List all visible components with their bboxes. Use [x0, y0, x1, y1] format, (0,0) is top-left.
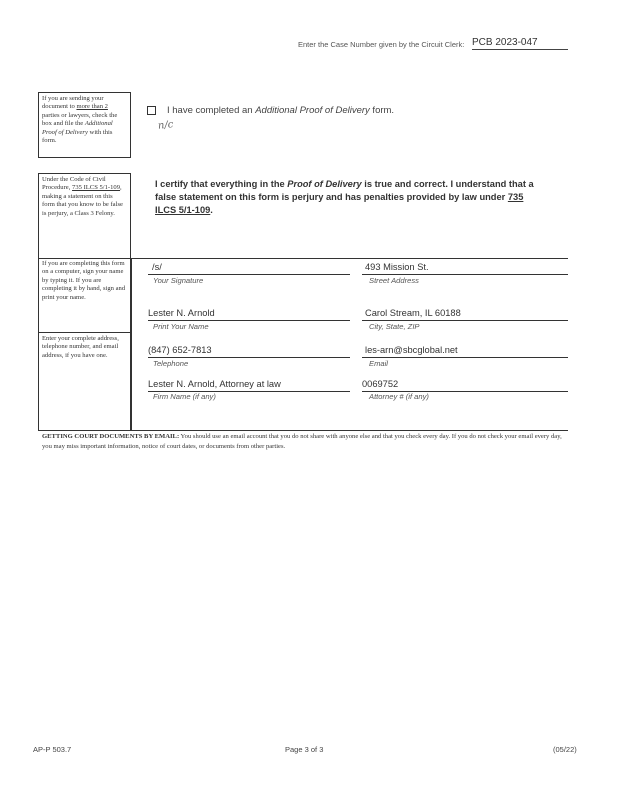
signature-field[interactable]: /s/	[152, 262, 162, 272]
sidebar-note-signature: If you are completing this form on a computer, sign your name by typing it. If you are completing it by hand, sign and print your name.	[38, 258, 131, 333]
attorney-number-field[interactable]: 0069752	[362, 379, 399, 389]
grid-divider	[131, 258, 132, 430]
sidebar-note-text: parties or lawyers, check the box and file the	[42, 111, 118, 128]
email-field[interactable]: les-arn@sbcglobal.net	[365, 345, 458, 355]
cert-text-italic: Proof of Delivery	[287, 179, 362, 189]
certification-statement	[155, 178, 545, 217]
cert-text-underlined: 735 ILCS 5/1-109	[155, 192, 524, 215]
street-address-field[interactable]: 493 Mission St.	[365, 262, 429, 272]
additional-proof-label	[167, 105, 394, 116]
sidebar-note-italic: Additional Proof of Delivery	[42, 120, 113, 136]
checkbox-text-italic: Additional Proof of Delivery	[255, 105, 370, 116]
sidebar-note-text: Under the Code of Civil Procedure,	[42, 176, 106, 192]
print-name-label: Print Your Name	[153, 322, 209, 331]
field-underline	[148, 274, 350, 275]
email-notice	[42, 432, 564, 452]
case-number-label: Enter the Case Number given by the Circuit Clerk:	[298, 40, 465, 49]
print-name-field[interactable]: Lester N. Arnold	[148, 308, 215, 318]
field-underline	[362, 274, 568, 275]
city-state-zip-field[interactable]: Carol Stream, IL 60188	[365, 308, 461, 318]
sidebar-note-additional-delivery	[38, 92, 131, 158]
checkbox-text: form.	[369, 105, 395, 116]
firm-name-field[interactable]: Lester N. Arnold, Attorney at law	[148, 379, 281, 389]
field-underline	[148, 320, 350, 321]
sidebar-note-text: If you are sending your document to	[42, 95, 104, 111]
grid-divider	[38, 430, 568, 431]
telephone-label: Telephone	[153, 359, 189, 368]
sidebar-note-perjury	[38, 173, 131, 259]
sidebar-note-underlined: more than 2	[76, 103, 108, 111]
cert-text: I certify that everything in the	[155, 179, 288, 189]
field-underline	[148, 357, 350, 358]
sidebar-note-address: Enter your complete address, telephone number, and email address, if you have one.	[38, 333, 131, 431]
city-state-zip-label: City, State, ZIP	[369, 322, 420, 331]
attorney-number-label: Attorney # (if any)	[369, 392, 429, 401]
revision-date: (05/22)	[553, 745, 577, 754]
additional-proof-checkbox[interactable]	[147, 106, 156, 115]
field-underline	[362, 357, 568, 358]
cert-text: is true and correct. I understand that a false statement on this form is perjury and has penalties provided by law under	[155, 179, 534, 202]
signature-label: Your Signature	[153, 276, 204, 285]
form-id: AP-P 503.7	[33, 745, 72, 754]
telephone-field[interactable]: (847) 652-7813	[148, 345, 212, 355]
sidebar-note-underlined: 735 ILCS 5/1-109	[72, 184, 121, 192]
firm-name-label: Firm Name (if any)	[153, 392, 216, 401]
page-number: Page 3 of 3	[285, 745, 324, 754]
field-underline	[362, 320, 568, 321]
email-notice-text: You should use an email account that you do not share with anyone else and that you check every day. If you do not check your email every day, you may miss important information, notice of court dates, or documents from other parties.	[42, 433, 562, 450]
grid-divider	[131, 258, 568, 259]
case-number-field[interactable]: PCB 2023-047	[472, 37, 568, 50]
sidebar-note-text: with this form.	[42, 128, 113, 145]
email-label: Email	[369, 359, 388, 368]
sidebar-note-text: , making a statement on this form that you know to be false is perjury, a Class 3 Felony.	[42, 184, 123, 217]
handwritten-note: n/c	[157, 119, 174, 132]
street-address-label: Street Address	[369, 276, 419, 285]
checkbox-text: I have completed an	[167, 105, 256, 116]
cert-text: .	[210, 205, 213, 215]
email-notice-heading: GETTING COURT DOCUMENTS BY EMAIL:	[42, 433, 180, 440]
